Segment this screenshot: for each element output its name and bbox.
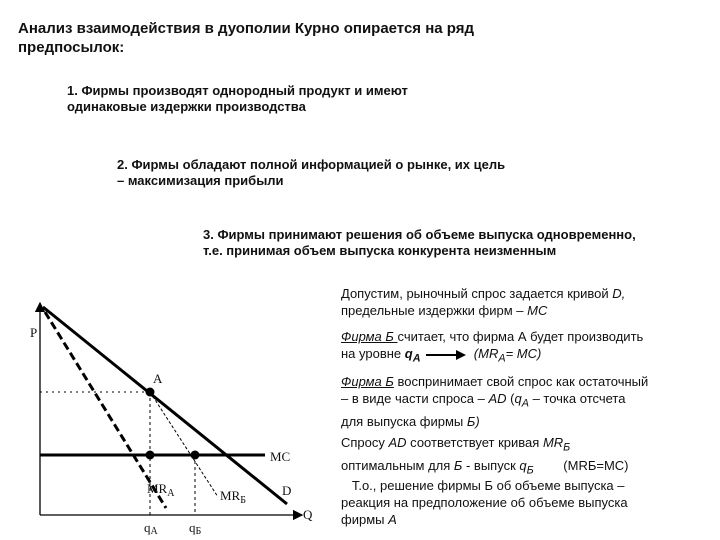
note-conclusion	[341, 477, 628, 528]
qa-label: qA	[144, 520, 158, 537]
note-mc: MC	[527, 303, 548, 318]
note-qa: $q_A$	[404, 346, 421, 365]
note-conclusion-line-1: Т.о., решение фирмы Б об объеме выпуска –	[341, 478, 625, 493]
mr-a-label: $MR_A$	[147, 481, 175, 499]
premise-1-line-2: одинаковые издержки производства	[67, 99, 306, 114]
note-demand-text: Допустим, рыночный спрос задается кривой	[341, 286, 613, 301]
premise-2-line-2: – максимизация прибыли	[117, 173, 284, 188]
note-mr-text: Спросу	[341, 435, 389, 450]
premise-2-line-1: 2. Фирмы обладают полной информацией о рынке, их цель	[117, 157, 506, 172]
note-reference-text: – точка отсчета	[528, 391, 626, 406]
note-mr-text-2: соответствует кривая	[406, 435, 543, 450]
premise-3-line-1: 3. Фирмы принимают решения об объеме выпуска одновременно,	[203, 227, 636, 242]
note-firm-b-name: Фирма Б	[341, 329, 398, 344]
note-residual-text-3: для выпуска фирмы	[341, 413, 467, 429]
mr-a-curve	[45, 312, 166, 508]
note-ad: AD	[488, 391, 507, 406]
mr-b-label: $MR_Б$	[220, 488, 246, 506]
note-qa-2: $q_A$	[514, 391, 529, 410]
note-residual-demand	[341, 373, 648, 430]
title-line-1: Анализ взаимодействия в дуополии Курно опирается на ряд	[18, 20, 475, 37]
note-conclusion-line-2: реакция на предположение об объеме выпуска	[341, 495, 628, 510]
note-firm-b-short-2: Б	[453, 457, 463, 473]
note-ad-2: AD	[388, 435, 407, 450]
point-a	[146, 388, 155, 397]
point-a-label: A	[153, 371, 163, 386]
axis-q-label: Q	[303, 507, 313, 522]
note-conclusion-line-3: фирмы	[341, 512, 389, 527]
note-firm-b-assumption	[341, 328, 643, 368]
note-residual-text-2: – в виде части спроса –	[341, 391, 489, 406]
note-qb: $q_Б$	[519, 457, 534, 477]
note-mc-text: предельные издержки фирм –	[341, 303, 528, 318]
note-firm-a: А	[388, 512, 397, 527]
mc-label: MC	[270, 449, 291, 464]
d-label: D	[282, 483, 292, 498]
note-demand-d: D,	[612, 286, 626, 301]
title-line-2: предпосылок:	[18, 39, 125, 56]
note-demand	[341, 285, 625, 319]
note-output-text: - выпуск	[462, 457, 520, 473]
premise-1-line-1: 1. Фирмы производят однородный продукт и имеют	[67, 83, 408, 98]
note-residual-text: воспринимает свой спрос как остаточный	[393, 374, 649, 389]
note-condition-b: (MRБ=MC)	[563, 457, 629, 473]
axis-p-label: P	[30, 325, 38, 340]
demand-curve	[43, 307, 287, 504]
note-condition-a: $(MR_A= MC)$	[473, 346, 542, 365]
point-mr-b	[191, 451, 200, 460]
right-arrow-icon	[426, 350, 466, 360]
note-firm-b-text: считает, что фирма А будет производить	[397, 329, 644, 344]
point-mr-a	[146, 451, 155, 460]
note-firm-b-name-2: Фирма Б	[341, 374, 394, 389]
note-paren: (	[506, 391, 515, 406]
note-mr-b-curve: $MR_Б$	[542, 435, 571, 454]
qb-label: qБ	[189, 520, 202, 537]
note-firm-b-short: Б)	[466, 413, 480, 429]
note-mr-b	[341, 434, 629, 479]
premise-3-line-2: т.е. принимая объем выпуска конкурента неизменным	[203, 243, 557, 258]
note-level-text: на уровне	[341, 346, 405, 361]
note-optimal-text: оптимальным для	[341, 457, 454, 473]
